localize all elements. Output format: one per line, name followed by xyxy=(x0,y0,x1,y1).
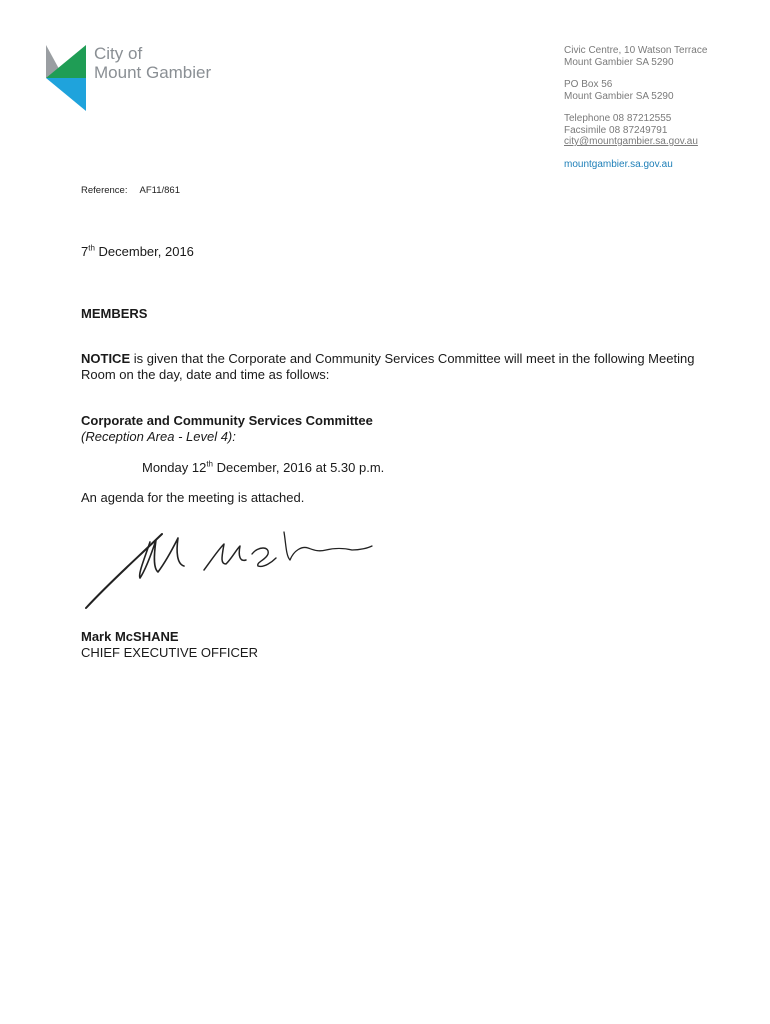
date-day: 7 xyxy=(81,244,89,259)
meeting-suffix: th xyxy=(206,459,213,469)
meeting-datetime xyxy=(142,460,384,475)
meeting-prefix: Monday 12 xyxy=(142,460,207,475)
logo-wordmark xyxy=(94,44,211,82)
address-line-2: Mount Gambier SA 5290 xyxy=(564,56,674,68)
facsimile: Facsimile 08 87249791 xyxy=(564,124,668,136)
address-line-1: Civic Centre, 10 Watson Terrace xyxy=(564,45,708,56)
date-suffix: th xyxy=(88,243,95,253)
website-link[interactable]: mountgambier.sa.gov.au xyxy=(564,158,673,170)
committee-block xyxy=(81,413,373,445)
meeting-rest: December, 2016 at 5.30 p.m. xyxy=(213,460,385,475)
logo-line-2: Mount Gambier xyxy=(94,63,212,82)
reference xyxy=(81,185,180,196)
notice-body: is given that the Corporate and Community Services Committee will meet in the following Meeting Room on the day, date and time as follows: xyxy=(81,351,695,382)
email-link[interactable]: city@mountgambier.sa.gov.au xyxy=(564,136,698,147)
signature-image xyxy=(80,520,380,615)
po-box-line-1: PO Box 56 xyxy=(564,79,613,90)
date-rest: December, 2016 xyxy=(94,244,194,259)
reference-value: AF11/861 xyxy=(139,185,180,196)
signatory-name: Mark McSHANE xyxy=(81,629,179,644)
po-box-line-2: Mount Gambier SA 5290 xyxy=(564,90,674,102)
signatory xyxy=(81,629,258,661)
salutation: MEMBERS xyxy=(81,306,148,321)
agenda-note: An agenda for the meeting is attached. xyxy=(81,490,305,505)
signatory-role: CHIEF EXECUTIVE OFFICER xyxy=(81,645,258,660)
notice-lead: NOTICE xyxy=(81,351,131,366)
telephone: Telephone 08 87212555 xyxy=(564,113,672,124)
notice-paragraph xyxy=(81,351,721,383)
committee-location: (Reception Area - Level 4): xyxy=(81,429,236,444)
logo-line-1: City of xyxy=(94,44,143,63)
letter-date xyxy=(81,244,194,259)
reference-label: Reference: xyxy=(81,185,128,196)
contact-block xyxy=(564,45,707,181)
committee-title: Corporate and Community Services Committee xyxy=(81,413,373,428)
city-logo-icon xyxy=(46,45,86,111)
